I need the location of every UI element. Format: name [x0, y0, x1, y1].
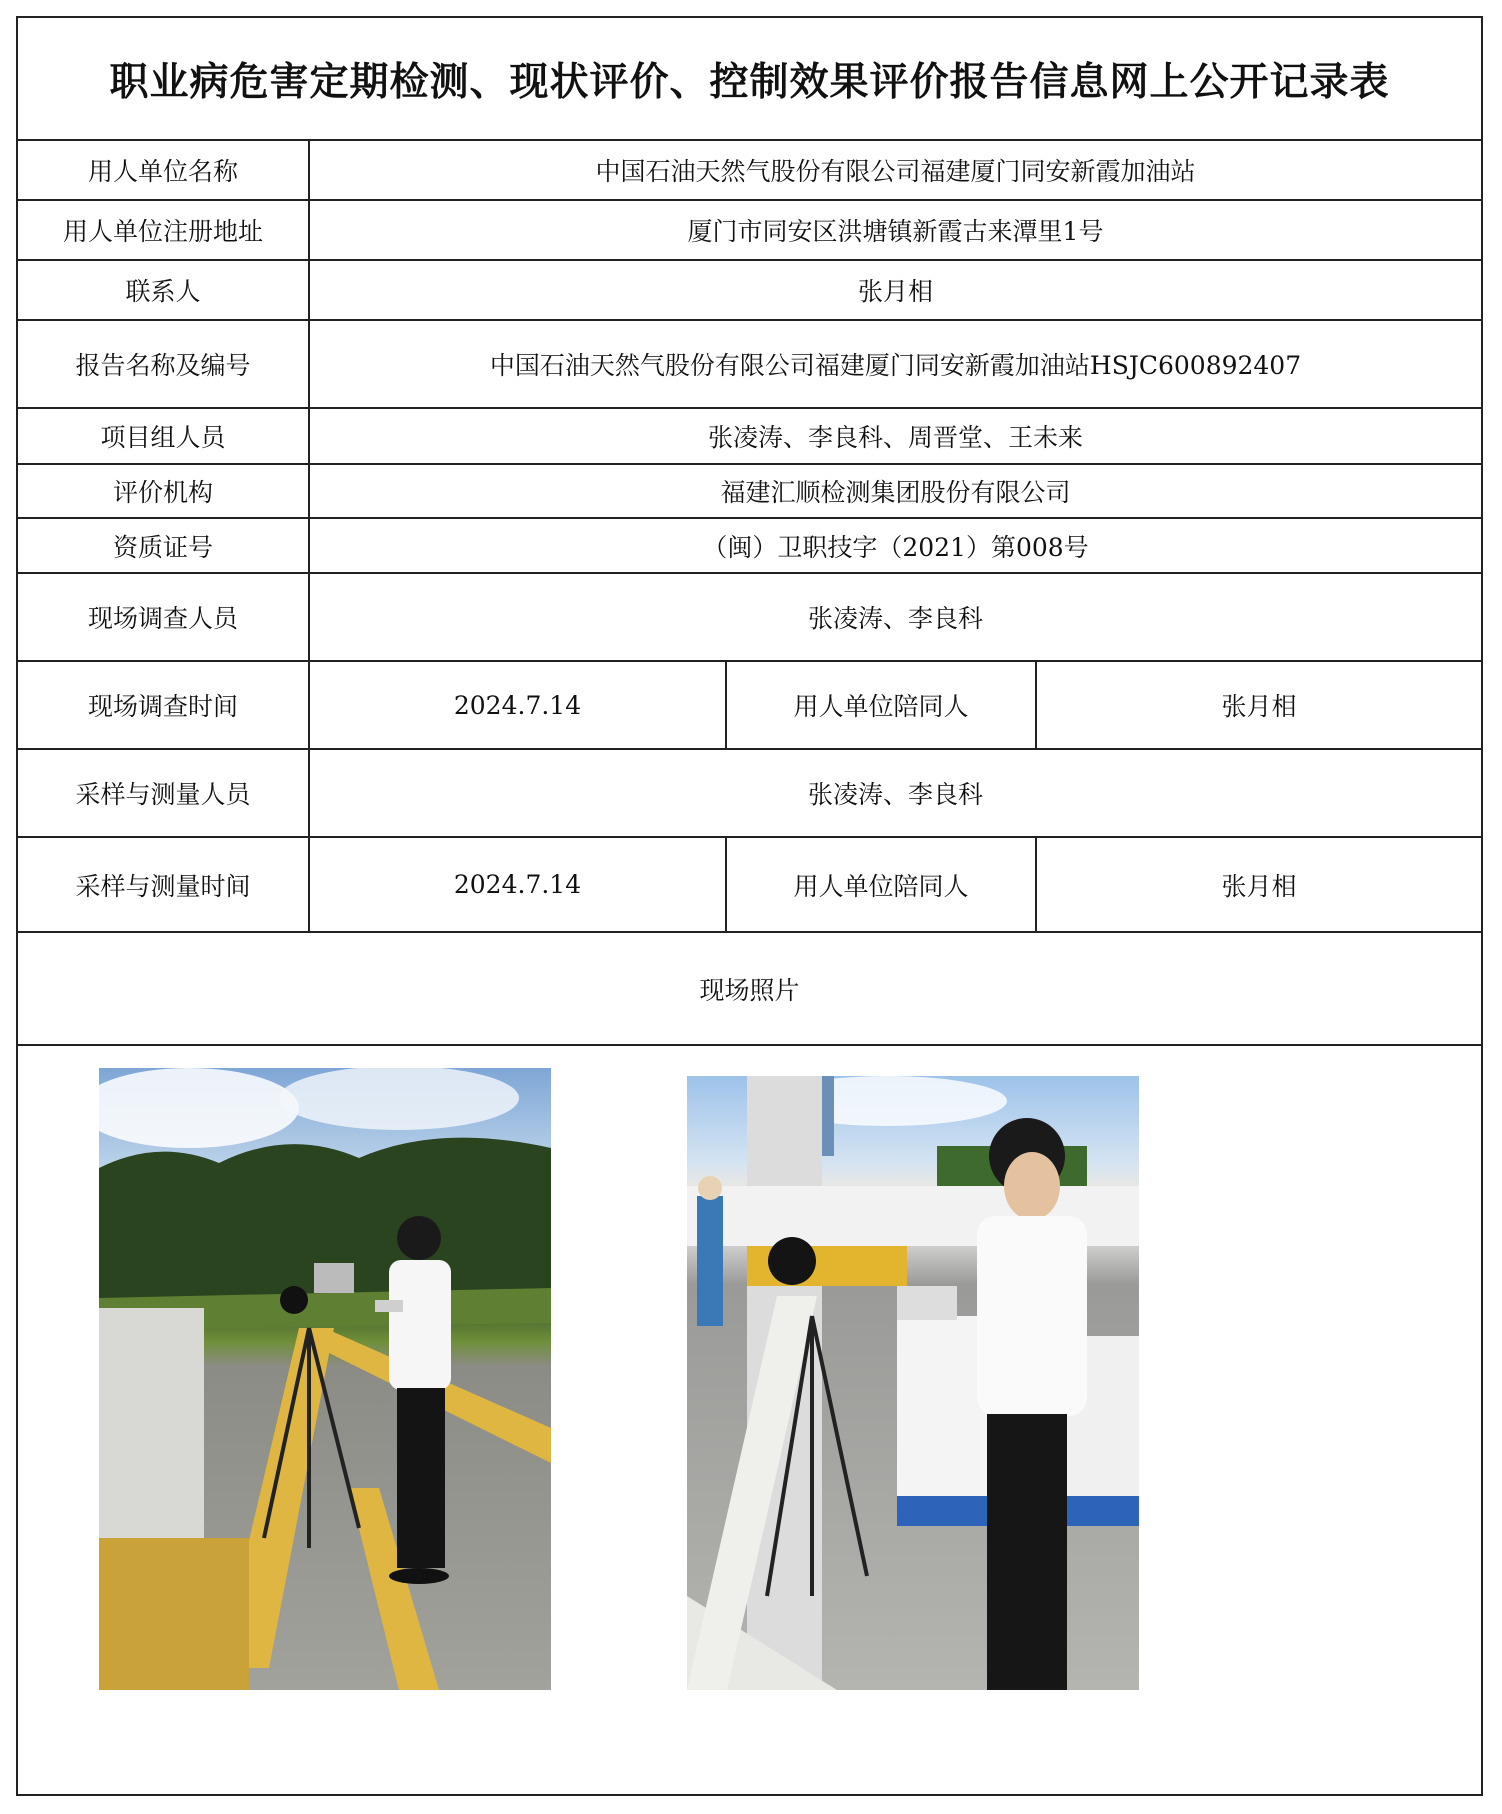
row-survey-time: [18, 661, 1481, 749]
row-report: [18, 320, 1481, 408]
photos-header: 现场照片: [18, 932, 1481, 1045]
unit-address-label: 用人单位注册地址: [18, 200, 309, 260]
row-sampling-staff: [18, 749, 1481, 837]
cert-value: （闽）卫职技字（2021）第008号: [309, 518, 1481, 573]
row-sampling-time: [18, 837, 1481, 932]
agency-value: 福建汇顺检测集团股份有限公司: [309, 464, 1481, 518]
row-agency: [18, 464, 1481, 518]
unit-name-label: 用人单位名称: [18, 140, 309, 200]
survey-escort-value: 张月相: [1036, 661, 1481, 749]
record-form: [16, 16, 1483, 1796]
survey-staff-value: 张凌涛、李良科: [309, 573, 1481, 661]
contact-value: 张月相: [309, 260, 1481, 320]
sampling-staff-label: 采样与测量人员: [18, 749, 309, 837]
team-value: 张凌涛、李良科、周晋堂、王未来: [309, 408, 1481, 464]
survey-escort-label: 用人单位陪同人: [726, 661, 1036, 749]
record-table: [18, 139, 1481, 1046]
team-label: 项目组人员: [18, 408, 309, 464]
unit-name-value: 中国石油天然气股份有限公司福建厦门同安新霞加油站: [309, 140, 1481, 200]
unit-address-value: 厦门市同安区洪塘镇新霞古来潭里1号: [309, 200, 1481, 260]
row-team: [18, 408, 1481, 464]
site-photo-station: [687, 1076, 1139, 1690]
report-value: 中国石油天然气股份有限公司福建厦门同安新霞加油站HSJC600892407: [309, 320, 1481, 408]
row-cert: [18, 518, 1481, 573]
row-unit-name: [18, 140, 1481, 200]
row-unit-address: [18, 200, 1481, 260]
report-label: 报告名称及编号: [18, 320, 309, 408]
photos-area: [18, 1044, 1481, 1794]
site-photo-outdoor: [99, 1068, 551, 1690]
form-title: 职业病危害定期检测、现状评价、控制效果评价报告信息网上公开记录表: [18, 18, 1481, 141]
cert-label: 资质证号: [18, 518, 309, 573]
row-survey-staff: [18, 573, 1481, 661]
sampling-time-value: 2024.7.14: [309, 837, 726, 932]
survey-staff-label: 现场调查人员: [18, 573, 309, 661]
survey-time-label: 现场调查时间: [18, 661, 309, 749]
sampling-time-label: 采样与测量时间: [18, 837, 309, 932]
sampling-escort-value: 张月相: [1036, 837, 1481, 932]
row-photos-header: [18, 932, 1481, 1045]
agency-label: 评价机构: [18, 464, 309, 518]
contact-label: 联系人: [18, 260, 309, 320]
sampling-staff-value: 张凌涛、李良科: [309, 749, 1481, 837]
survey-time-value: 2024.7.14: [309, 661, 726, 749]
row-contact: [18, 260, 1481, 320]
sampling-escort-label: 用人单位陪同人: [726, 837, 1036, 932]
